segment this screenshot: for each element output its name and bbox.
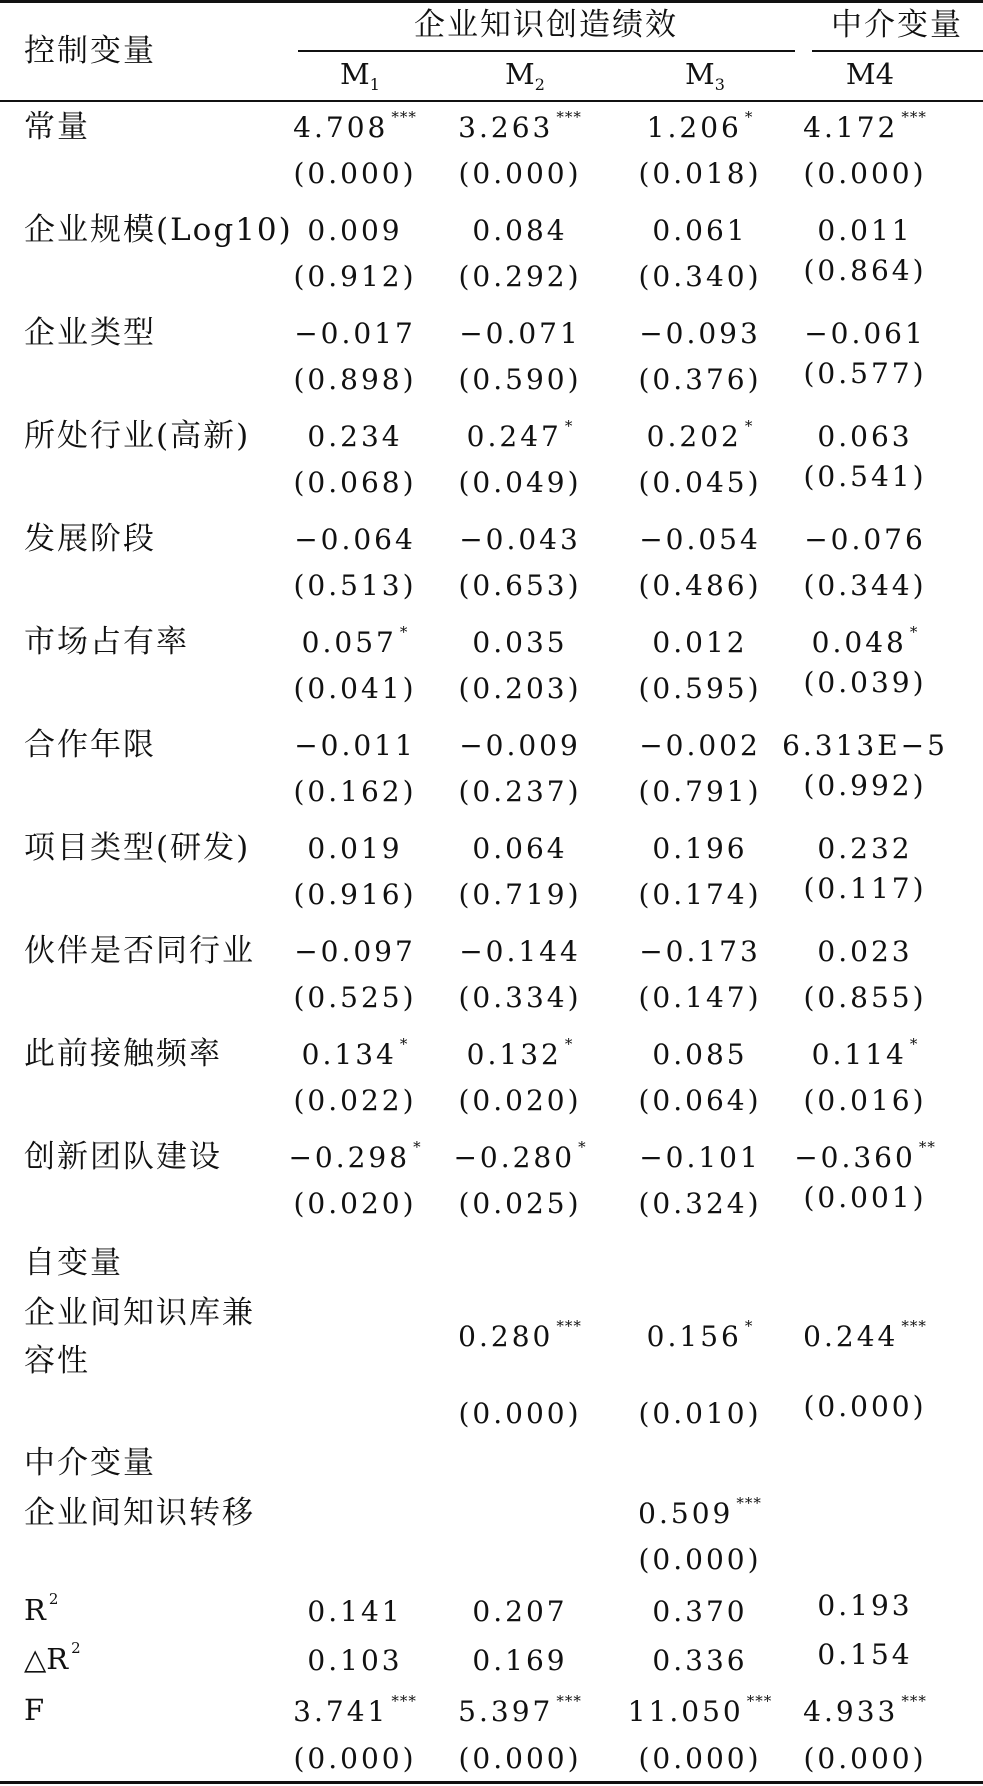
stat-superscript: 2 xyxy=(71,1639,82,1657)
p-value-cell: (0.068) xyxy=(293,466,417,499)
row-label: 此前接触频率 xyxy=(24,1036,222,1072)
coef-value: 0.132 xyxy=(466,1038,562,1071)
significance-stars: * xyxy=(413,1138,422,1156)
coef-cell xyxy=(639,935,761,968)
coef-cell xyxy=(458,1692,582,1728)
p-value-cell: (0.577) xyxy=(803,357,927,390)
coef-value: 0.012 xyxy=(652,626,748,659)
top-rule xyxy=(0,0,983,3)
p-value-cell: (0.000) xyxy=(458,1397,582,1430)
p-value-cell: (0.992) xyxy=(803,769,927,802)
p-value-cell: (0.292) xyxy=(458,260,582,293)
coef-value: 0.280 xyxy=(458,1320,554,1353)
group1-rule xyxy=(298,50,795,52)
coef-cell xyxy=(803,1317,927,1353)
model-name: M4 xyxy=(845,57,895,91)
significance-stars: * xyxy=(744,108,754,126)
coef-value: −0.360 xyxy=(794,1141,916,1174)
coef-cell xyxy=(301,1035,409,1071)
coef-cell xyxy=(466,1035,574,1071)
row-label: 项目类型(研发) xyxy=(24,830,251,866)
row-label: 发展阶段 xyxy=(24,521,156,557)
coef-value: −0.002 xyxy=(639,729,761,762)
p-value-cell: (0.001) xyxy=(803,1181,927,1214)
coef-cell xyxy=(459,935,581,968)
coef-cell xyxy=(646,1317,754,1353)
p-value-cell: (0.237) xyxy=(458,775,582,808)
stat-name: △R xyxy=(24,1642,69,1676)
coef-value: −0.043 xyxy=(459,523,581,556)
model-subscript: 1 xyxy=(369,75,380,94)
stat-value: 0.207 xyxy=(472,1595,568,1628)
p-value-cell: (0.791) xyxy=(638,775,762,808)
coef-value: −0.093 xyxy=(639,317,761,350)
coef-value: 5.397 xyxy=(458,1695,554,1728)
coef-cell xyxy=(453,1138,587,1174)
row-label: 常量 xyxy=(24,109,90,145)
coef-cell xyxy=(627,1692,773,1728)
f-label: F xyxy=(24,1693,45,1727)
header-model-1 xyxy=(340,57,380,94)
header-group-performance: 企业知识创造绩效 xyxy=(414,7,678,43)
p-value-cell: (0.039) xyxy=(803,666,927,699)
p-value-cell: (0.000) xyxy=(458,1742,582,1775)
p-value-cell: (0.590) xyxy=(458,363,582,396)
coef-value: 0.064 xyxy=(472,832,568,865)
significance-stars: * xyxy=(909,623,919,641)
coef-value: −0.280 xyxy=(453,1141,576,1174)
header-control-variables: 控制变量 xyxy=(24,33,156,69)
stat-value: 0.193 xyxy=(817,1589,913,1622)
p-value-cell: (0.595) xyxy=(638,672,762,705)
coef-cell xyxy=(817,935,913,968)
coef-value: 0.084 xyxy=(472,214,568,247)
p-value-cell: (0.376) xyxy=(638,363,762,396)
p-value-cell: (0.020) xyxy=(293,1187,417,1220)
row-label: 市场占有率 xyxy=(24,624,189,660)
coef-value: 1.206 xyxy=(646,111,742,144)
p-value-cell: (0.486) xyxy=(638,569,762,602)
p-value-cell: (0.324) xyxy=(638,1187,762,1220)
coef-cell xyxy=(307,832,403,865)
bottom-rule xyxy=(0,1781,983,1784)
coef-cell xyxy=(458,1317,582,1353)
significance-stars: * xyxy=(744,1317,754,1335)
coef-value: −0.144 xyxy=(459,935,581,968)
coef-cell xyxy=(472,832,568,865)
significance-stars: *** xyxy=(736,1494,762,1512)
model-subscript: 2 xyxy=(534,75,545,94)
p-value-cell: (0.045) xyxy=(638,466,762,499)
coef-cell xyxy=(639,317,761,350)
coef-value: 0.156 xyxy=(646,1320,742,1353)
coef-cell xyxy=(294,317,416,350)
coef-cell xyxy=(458,108,582,144)
p-value-cell: (0.898) xyxy=(293,363,417,396)
significance-stars: *** xyxy=(556,1317,582,1335)
p-value-cell: (0.010) xyxy=(638,1397,762,1430)
section-mediator: 中介变量 xyxy=(24,1445,156,1481)
p-value-cell: (0.000) xyxy=(803,157,927,190)
coef-value: 0.134 xyxy=(301,1038,397,1071)
significance-stars: * xyxy=(909,1035,919,1053)
coef-cell xyxy=(652,626,748,659)
stat-value: 0.370 xyxy=(652,1595,748,1628)
model-subscript: 3 xyxy=(714,75,725,94)
significance-stars: * xyxy=(399,623,409,641)
p-value-cell: (0.513) xyxy=(293,569,417,602)
stat-label xyxy=(24,1590,60,1627)
row-label: 创新团队建设 xyxy=(24,1139,222,1175)
p-value-cell: (0.000) xyxy=(803,1742,927,1775)
p-value-cell: (0.064) xyxy=(638,1084,762,1117)
header-group-mediator: 中介变量 xyxy=(831,7,963,43)
coef-value: −0.097 xyxy=(294,935,416,968)
coef-value: 0.085 xyxy=(652,1038,748,1071)
coef-cell xyxy=(639,729,761,762)
p-value-cell: (0.000) xyxy=(293,1742,417,1775)
coef-value: 0.247 xyxy=(466,420,562,453)
header-model-3 xyxy=(685,57,725,94)
significance-stars: *** xyxy=(556,108,582,126)
p-value-cell: (0.855) xyxy=(803,981,927,1014)
coef-value: −0.064 xyxy=(294,523,416,556)
coef-cell xyxy=(472,214,568,247)
coef-value: 0.063 xyxy=(817,420,913,453)
coef-value: 11.050 xyxy=(627,1695,744,1728)
significance-stars: *** xyxy=(391,1692,417,1710)
stat-value: 0.154 xyxy=(817,1638,913,1671)
significance-stars: * xyxy=(399,1035,409,1053)
coef-cell xyxy=(294,935,416,968)
p-value-cell: (0.000) xyxy=(638,1543,762,1576)
coef-value: −0.298 xyxy=(288,1141,411,1174)
independent-label-line2: 容性 xyxy=(24,1343,90,1379)
p-value-cell: (0.016) xyxy=(803,1084,927,1117)
coef-cell xyxy=(646,417,754,453)
header-bottom-rule xyxy=(0,100,983,102)
coef-value: −0.054 xyxy=(639,523,761,556)
coef-cell xyxy=(652,214,748,247)
group2-rule xyxy=(812,50,983,52)
coef-cell xyxy=(301,623,409,659)
p-value-cell: (0.049) xyxy=(458,466,582,499)
coef-cell xyxy=(803,108,927,144)
coef-cell xyxy=(652,832,748,865)
row-label: 伙伴是否同行业 xyxy=(24,933,255,969)
model-name: M xyxy=(685,57,715,91)
coef-cell xyxy=(652,1038,748,1071)
coef-value: 0.009 xyxy=(307,214,403,247)
coef-value: 0.196 xyxy=(652,832,748,865)
coef-cell xyxy=(794,1138,936,1174)
coef-value: 0.057 xyxy=(301,626,397,659)
p-value-cell: (0.162) xyxy=(293,775,417,808)
p-value-cell: (0.000) xyxy=(803,1390,927,1423)
coef-cell xyxy=(307,214,403,247)
coef-cell xyxy=(803,1692,927,1728)
significance-stars: * xyxy=(744,417,754,435)
coef-cell xyxy=(472,626,568,659)
coef-value: 0.035 xyxy=(472,626,568,659)
stat-value: 0.169 xyxy=(472,1644,568,1677)
p-value-cell: (0.916) xyxy=(293,878,417,911)
coef-value: 0.019 xyxy=(307,832,403,865)
coef-value: 0.048 xyxy=(811,626,907,659)
coef-value: 0.202 xyxy=(646,420,742,453)
stat-name: R xyxy=(24,1593,46,1627)
p-value-cell: (0.018) xyxy=(638,157,762,190)
coef-value: −0.076 xyxy=(804,523,926,556)
p-value-cell: (0.174) xyxy=(638,878,762,911)
stat-value: 0.336 xyxy=(652,1644,748,1677)
coef-value: 4.933 xyxy=(803,1695,899,1728)
coef-cell xyxy=(293,108,417,144)
coef-cell xyxy=(459,523,581,556)
p-value-cell: (0.147) xyxy=(638,981,762,1014)
p-value-cell: (0.719) xyxy=(458,878,582,911)
p-value-cell: (0.912) xyxy=(293,260,417,293)
p-value-cell: (0.344) xyxy=(803,569,927,602)
p-value-cell: (0.653) xyxy=(458,569,582,602)
model-name: M xyxy=(340,57,370,91)
coef-value: 0.023 xyxy=(817,935,913,968)
coef-value: 4.172 xyxy=(803,111,899,144)
stat-label xyxy=(24,1639,82,1676)
section-independent: 自变量 xyxy=(24,1245,123,1281)
coef-value: −0.061 xyxy=(804,317,926,350)
significance-stars: ** xyxy=(918,1138,936,1156)
significance-stars: *** xyxy=(901,1317,927,1335)
significance-stars: *** xyxy=(901,1692,927,1710)
p-value-cell: (0.000) xyxy=(293,157,417,190)
coef-cell xyxy=(639,523,761,556)
coef-value: 0.061 xyxy=(652,214,748,247)
coef-cell xyxy=(817,214,913,247)
significance-stars: *** xyxy=(746,1692,773,1710)
coef-cell xyxy=(294,523,416,556)
coef-cell xyxy=(782,729,948,762)
coef-cell xyxy=(811,1035,919,1071)
coef-cell xyxy=(811,623,919,659)
p-value-cell: (0.864) xyxy=(803,254,927,287)
p-value-cell: (0.340) xyxy=(638,260,762,293)
coef-value: −0.173 xyxy=(639,935,761,968)
coef-cell xyxy=(307,420,403,453)
coef-cell xyxy=(459,729,581,762)
row-label: 企业类型 xyxy=(24,315,156,351)
header-model-4 xyxy=(845,57,895,91)
significance-stars: * xyxy=(564,1035,574,1053)
coef-cell xyxy=(639,1141,761,1174)
stat-value: 0.103 xyxy=(307,1644,403,1677)
p-value-cell: (0.203) xyxy=(458,672,582,705)
coef-value: 0.234 xyxy=(307,420,403,453)
coef-cell xyxy=(293,1692,417,1728)
row-label: 所处行业(高新) xyxy=(24,418,251,454)
coef-cell xyxy=(804,523,926,556)
coef-value: −0.071 xyxy=(459,317,581,350)
coef-value: 0.509 xyxy=(638,1497,734,1530)
p-value-cell: (0.020) xyxy=(458,1084,582,1117)
significance-stars: *** xyxy=(556,1692,582,1710)
coef-cell xyxy=(294,729,416,762)
coef-cell xyxy=(288,1138,422,1174)
p-value-cell: (0.117) xyxy=(803,872,927,905)
stat-superscript: 2 xyxy=(48,1590,60,1608)
coef-value: −0.017 xyxy=(294,317,416,350)
mediator-label: 企业间知识转移 xyxy=(24,1495,255,1531)
row-label: 企业规模(Log10) xyxy=(24,212,293,248)
coef-value: 4.708 xyxy=(293,111,389,144)
coef-value: −0.011 xyxy=(294,729,416,762)
coef-cell xyxy=(817,420,913,453)
coef-value: 0.232 xyxy=(817,832,913,865)
p-value-cell: (0.022) xyxy=(293,1084,417,1117)
independent-label-line1: 企业间知识库兼 xyxy=(24,1295,255,1331)
coef-value: −0.101 xyxy=(639,1141,761,1174)
p-value-cell: (0.000) xyxy=(638,1742,762,1775)
coef-value: 0.244 xyxy=(803,1320,899,1353)
coef-value: −0.009 xyxy=(459,729,581,762)
p-value-cell: (0.041) xyxy=(293,672,417,705)
p-value-cell: (0.525) xyxy=(293,981,417,1014)
coef-value: 6.313E−5 xyxy=(782,729,948,762)
coef-value: 0.114 xyxy=(811,1038,907,1071)
significance-stars: *** xyxy=(901,108,927,126)
significance-stars: *** xyxy=(391,108,417,126)
p-value-cell: (0.025) xyxy=(458,1187,582,1220)
coef-value: 0.011 xyxy=(817,214,913,247)
coef-cell xyxy=(804,317,926,350)
coef-value: 3.741 xyxy=(293,1695,389,1728)
p-value-cell: (0.541) xyxy=(803,460,927,493)
significance-stars: * xyxy=(578,1138,587,1156)
stat-value: 0.141 xyxy=(307,1595,403,1628)
p-value-cell: (0.334) xyxy=(458,981,582,1014)
row-label: 合作年限 xyxy=(24,727,156,763)
coef-cell xyxy=(638,1494,762,1530)
significance-stars: * xyxy=(564,417,574,435)
coef-cell xyxy=(646,108,754,144)
model-name: M xyxy=(505,57,535,91)
header-model-2 xyxy=(505,57,545,94)
coef-cell xyxy=(466,417,574,453)
p-value-cell: (0.000) xyxy=(458,157,582,190)
coef-cell xyxy=(817,832,913,865)
coef-value: 3.263 xyxy=(458,111,554,144)
coef-cell xyxy=(459,317,581,350)
